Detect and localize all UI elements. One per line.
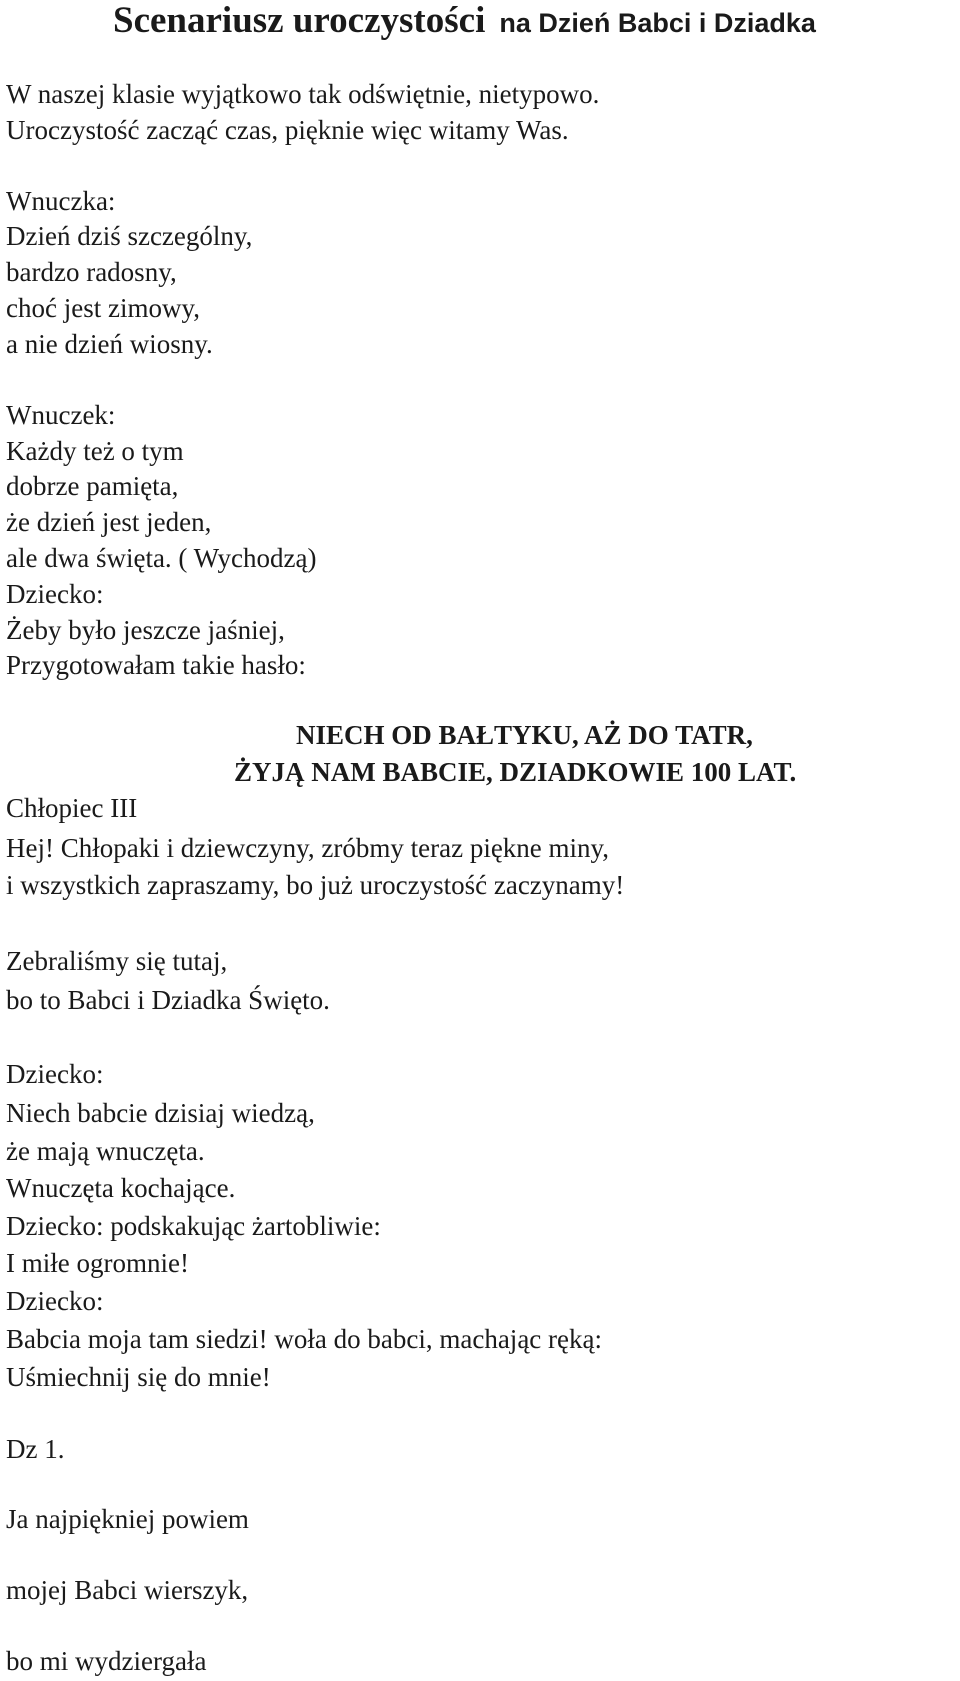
text-line: a nie dzień wiosny. bbox=[6, 329, 213, 359]
text-line: bo to Babci i Dziadka Święto. bbox=[6, 985, 330, 1015]
text-line: Hej! Chłopaki i dziewczyny, zróbmy teraz piękne miny, bbox=[6, 833, 610, 863]
text-line: że dzień jest jeden, bbox=[6, 507, 212, 537]
text-line: Przygotowałam takie hasło: bbox=[6, 650, 306, 680]
speaker-label: Dziecko: bbox=[6, 1286, 104, 1316]
title-sub: na Dzień Babci i Dziadka bbox=[499, 8, 816, 38]
text-line: bardzo radosny, bbox=[6, 257, 177, 287]
speaker-label: Wnuczka: bbox=[6, 186, 116, 216]
slogan-line-2: ŻYJĄ NAM BABCIE, DZIADKOWIE 100 LAT. bbox=[234, 757, 797, 787]
speaker-label: Wnuczek: bbox=[6, 400, 116, 430]
slogan-line-1: NIECH OD BAŁTYKU, AŻ DO TATR, bbox=[296, 720, 753, 750]
text-line: bo mi wydziergała bbox=[6, 1646, 207, 1676]
text-line: choć jest zimowy, bbox=[6, 293, 200, 323]
text-line: Dzień dziś szczególny, bbox=[6, 221, 253, 251]
title-main: Scenariusz uroczystości bbox=[113, 0, 486, 41]
text-line: Żeby było jeszcze jaśniej, bbox=[6, 615, 285, 645]
text-line: W naszej klasie wyjątkowo tak odświętnie, nietypowo. bbox=[6, 79, 600, 109]
text-line: mojej Babci wierszyk, bbox=[6, 1575, 249, 1605]
page-title bbox=[113, 0, 816, 44]
text-line: że mają wnuczęta. bbox=[6, 1136, 205, 1166]
text-line: Uroczystość zacząć czas, pięknie więc witamy Was. bbox=[6, 115, 569, 145]
text-line: Zebraliśmy się tutaj, bbox=[6, 946, 228, 976]
text-line: i wszystkich zapraszamy, bo już uroczystość zaczynamy! bbox=[6, 870, 625, 900]
speaker-label: Dz 1. bbox=[6, 1434, 65, 1464]
text-line: I miłe ogromnie! bbox=[6, 1248, 189, 1278]
text-line: Niech babcie dzisiaj wiedzą, bbox=[6, 1098, 315, 1128]
text-line: Uśmiechnij się do mnie! bbox=[6, 1362, 271, 1392]
text-line: dobrze pamięta, bbox=[6, 471, 179, 501]
text-line: Każdy też o tym bbox=[6, 436, 184, 466]
speaker-label: Dziecko: bbox=[6, 579, 104, 609]
speaker-label: Chłopiec III bbox=[6, 793, 138, 823]
text-line: Wnuczęta kochające. bbox=[6, 1173, 236, 1203]
speaker-label: Dziecko: bbox=[6, 1059, 104, 1089]
speaker-label: Dziecko: podskakując żartobliwie: bbox=[6, 1211, 381, 1241]
text-line: Babcia moja tam siedzi! woła do babci, machając ręką: bbox=[6, 1324, 602, 1354]
text-line: Ja najpiękniej powiem bbox=[6, 1504, 249, 1534]
text-line: ale dwa święta. ( Wychodzą) bbox=[6, 543, 317, 573]
